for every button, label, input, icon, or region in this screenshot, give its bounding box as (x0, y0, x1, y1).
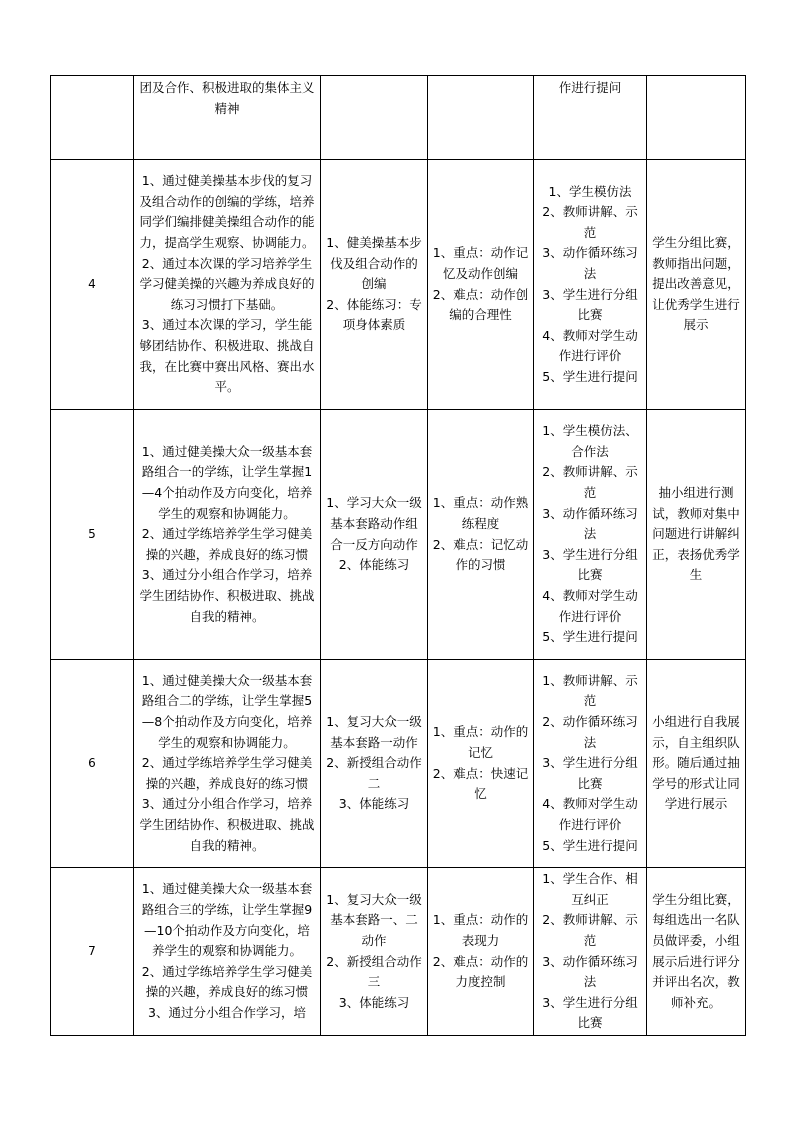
objective-item: 3、通过本次课的学习，学生能够团结协作、积极进取、挑战自我，在比赛中赛出风格、赛出水平。 (139, 317, 315, 395)
content-item: 1、学习大众一级基本套路动作组合一反方向动作 (326, 495, 422, 552)
method-item: 1、学生模仿法、合作法 (542, 423, 638, 459)
keypoints-cell (428, 76, 534, 160)
methods-cell (534, 76, 647, 160)
method-item: 2、教师讲解、示范 (542, 204, 638, 240)
objective-item: 2、通过学练培养学生学习健美操的兴趣，养成良好的练习惯 (141, 755, 313, 791)
content-item: 1、复习大众一级基本套路一、二动作 (326, 891, 422, 948)
content-item: 1、复习大众一级基本套路一动作 (326, 714, 422, 750)
method-item: 3、学生进行分组比赛 (542, 994, 638, 1031)
method-item: 4、教师对学生动作进行评价 (542, 327, 638, 364)
method-item: 1、学生模仿法 (548, 183, 632, 199)
lesson-row (51, 868, 746, 1036)
method-item: 3、学生进行分组比赛 (542, 546, 638, 583)
lesson-number-cell (51, 76, 134, 160)
lesson-row (51, 660, 746, 868)
keypoint-item: 1、重点：动作的记忆 (432, 724, 529, 760)
keypoint-item: 2、难点：快速记忆 (432, 765, 529, 802)
method-item: 5、学生进行提问 (542, 368, 638, 384)
keypoints-cell (428, 160, 534, 410)
lesson-number-cell: 5 (51, 410, 134, 660)
objective-item: 2、通过本次课的学习培养学生学习健美操的兴趣为养成良好的练习习惯打下基础。 (139, 255, 315, 312)
lesson-number-cell: 7 (51, 868, 134, 1036)
content-item: 3、体能练习 (338, 796, 410, 812)
method-item: 2、教师讲解、示范 (542, 912, 638, 948)
objective-item: 1、通过健美操大众一级基本套路组合一的学练，让学生掌握1—4个拍动作及方向变化，培养学生的观察和协调能力。 (141, 443, 313, 521)
keypoint-item: 2、难点：动作的力度控制 (432, 953, 529, 990)
keypoint-item: 2、难点：记忆动作的习惯 (432, 536, 529, 573)
evaluation-item: 学生分组比赛，每组选出一名队员做评委，小组展示后进行评分并评出名次，教师补充。 (652, 891, 740, 1010)
objective-item: 团及合作、积极进取的集体主义精神 (139, 80, 315, 116)
keypoint-item: 1、重点：动作的表现力 (432, 912, 529, 948)
method-item: 1、教师讲解、示范 (542, 672, 638, 709)
objectives-cell (134, 160, 321, 410)
method-item: 1、学生合作、相互纠正 (542, 871, 638, 907)
method-item: 3、动作循环练习法 (542, 245, 638, 281)
objective-item: 3、通过分小组合作学习，培 (148, 1004, 306, 1020)
evaluation-item: 学生分组比赛，教师指出问题，提出改善意见，让优秀学生进行展示 (652, 235, 740, 333)
evaluation-item: 小组进行自我展示，自主组织队形。随后通过抽学号的形式让同学进行展示 (652, 714, 740, 812)
keypoints-cell (428, 660, 534, 868)
methods-cell (534, 660, 647, 868)
objective-item: 1、通过健美操大众一级基本套路组合二的学练，让学生掌握5—8个拍动作及方向变化，培养学生的观察和协调能力。 (141, 672, 313, 750)
method-item: 4、教师对学生动作进行评价 (542, 796, 638, 832)
content-item: 2、体能练习 (338, 557, 410, 573)
evaluation-cell (647, 160, 746, 410)
objectives-cell (134, 868, 321, 1036)
lesson-number-cell: 6 (51, 660, 134, 868)
method-item: 3、学生进行分组比赛 (542, 755, 638, 791)
method-item: 3、学生进行分组比赛 (542, 286, 638, 323)
objective-item: 3、通过分小组合作学习，培养学生团结协作、积极进取、挑战自我的精神。 (139, 567, 315, 624)
content-cell (321, 76, 428, 160)
method-item: 2、动作循环练习法 (542, 714, 638, 750)
objectives-cell (134, 660, 321, 868)
method-item: 3、动作循环练习法 (542, 505, 638, 542)
content-cell (321, 868, 428, 1036)
method-item: 作进行提问 (558, 80, 622, 95)
objective-item: 3、通过分小组合作学习，培养学生团结协作、积极进取、挑战自我的精神。 (139, 796, 315, 853)
lesson-row (51, 410, 746, 660)
lesson-number-cell: 4 (51, 160, 134, 410)
method-item: 3、动作循环练习法 (542, 953, 638, 990)
keypoints-cell (428, 868, 534, 1036)
content-cell (321, 160, 428, 410)
keypoint-item: 1、重点：动作熟练程度 (432, 495, 529, 531)
method-item: 5、学生进行提问 (542, 837, 638, 853)
content-item: 2、体能练习：专项身体素质 (326, 296, 422, 333)
lesson-row (51, 160, 746, 410)
evaluation-cell (647, 410, 746, 660)
method-item: 5、学生进行提问 (542, 629, 638, 645)
content-item: 3、体能练习 (338, 994, 410, 1010)
methods-cell (534, 410, 647, 660)
keypoint-item: 1、重点：动作记忆及动作创编 (432, 245, 529, 281)
objective-item: 1、通过健美操大众一级基本套路组合三的学练，让学生掌握9—10个拍动作及方向变化，培养学生的观察和协调能力。 (141, 881, 313, 959)
method-item: 4、教师对学生动作进行评价 (542, 587, 638, 624)
objective-item: 2、通过学练培养学生学习健美操的兴趣，养成良好的练习惯 (141, 526, 313, 562)
objective-item: 2、通过学练培养学生学习健美操的兴趣，养成良好的练习惯 (141, 963, 313, 1000)
methods-cell (534, 868, 647, 1036)
method-item: 2、教师讲解、示范 (542, 464, 638, 501)
evaluation-item: 抽小组进行测试，教师对集中问题进行讲解纠正，表扬优秀学生 (652, 485, 740, 583)
evaluation-cell (647, 660, 746, 868)
objectives-cell (134, 410, 321, 660)
objective-item: 1、通过健美操基本步伐的复习及组合动作的创编的学练，培养同学们编排健美操组合动作的能力，提高学生观察、协调能力。 (139, 173, 315, 251)
content-cell (321, 660, 428, 868)
lesson-row (51, 76, 746, 160)
methods-cell (534, 160, 647, 410)
evaluation-cell (647, 76, 746, 160)
evaluation-cell (647, 868, 746, 1036)
content-cell (321, 410, 428, 660)
objectives-cell (134, 76, 321, 160)
content-item: 2、新授组合动作二 (326, 755, 422, 791)
keypoint-item: 2、难点：动作创编的合理性 (432, 286, 529, 323)
keypoints-cell (428, 410, 534, 660)
content-item: 1、健美操基本步伐及组合动作的创编 (326, 235, 422, 292)
content-item: 2、新授组合动作三 (326, 953, 422, 990)
lesson-plan-table (50, 75, 746, 1036)
